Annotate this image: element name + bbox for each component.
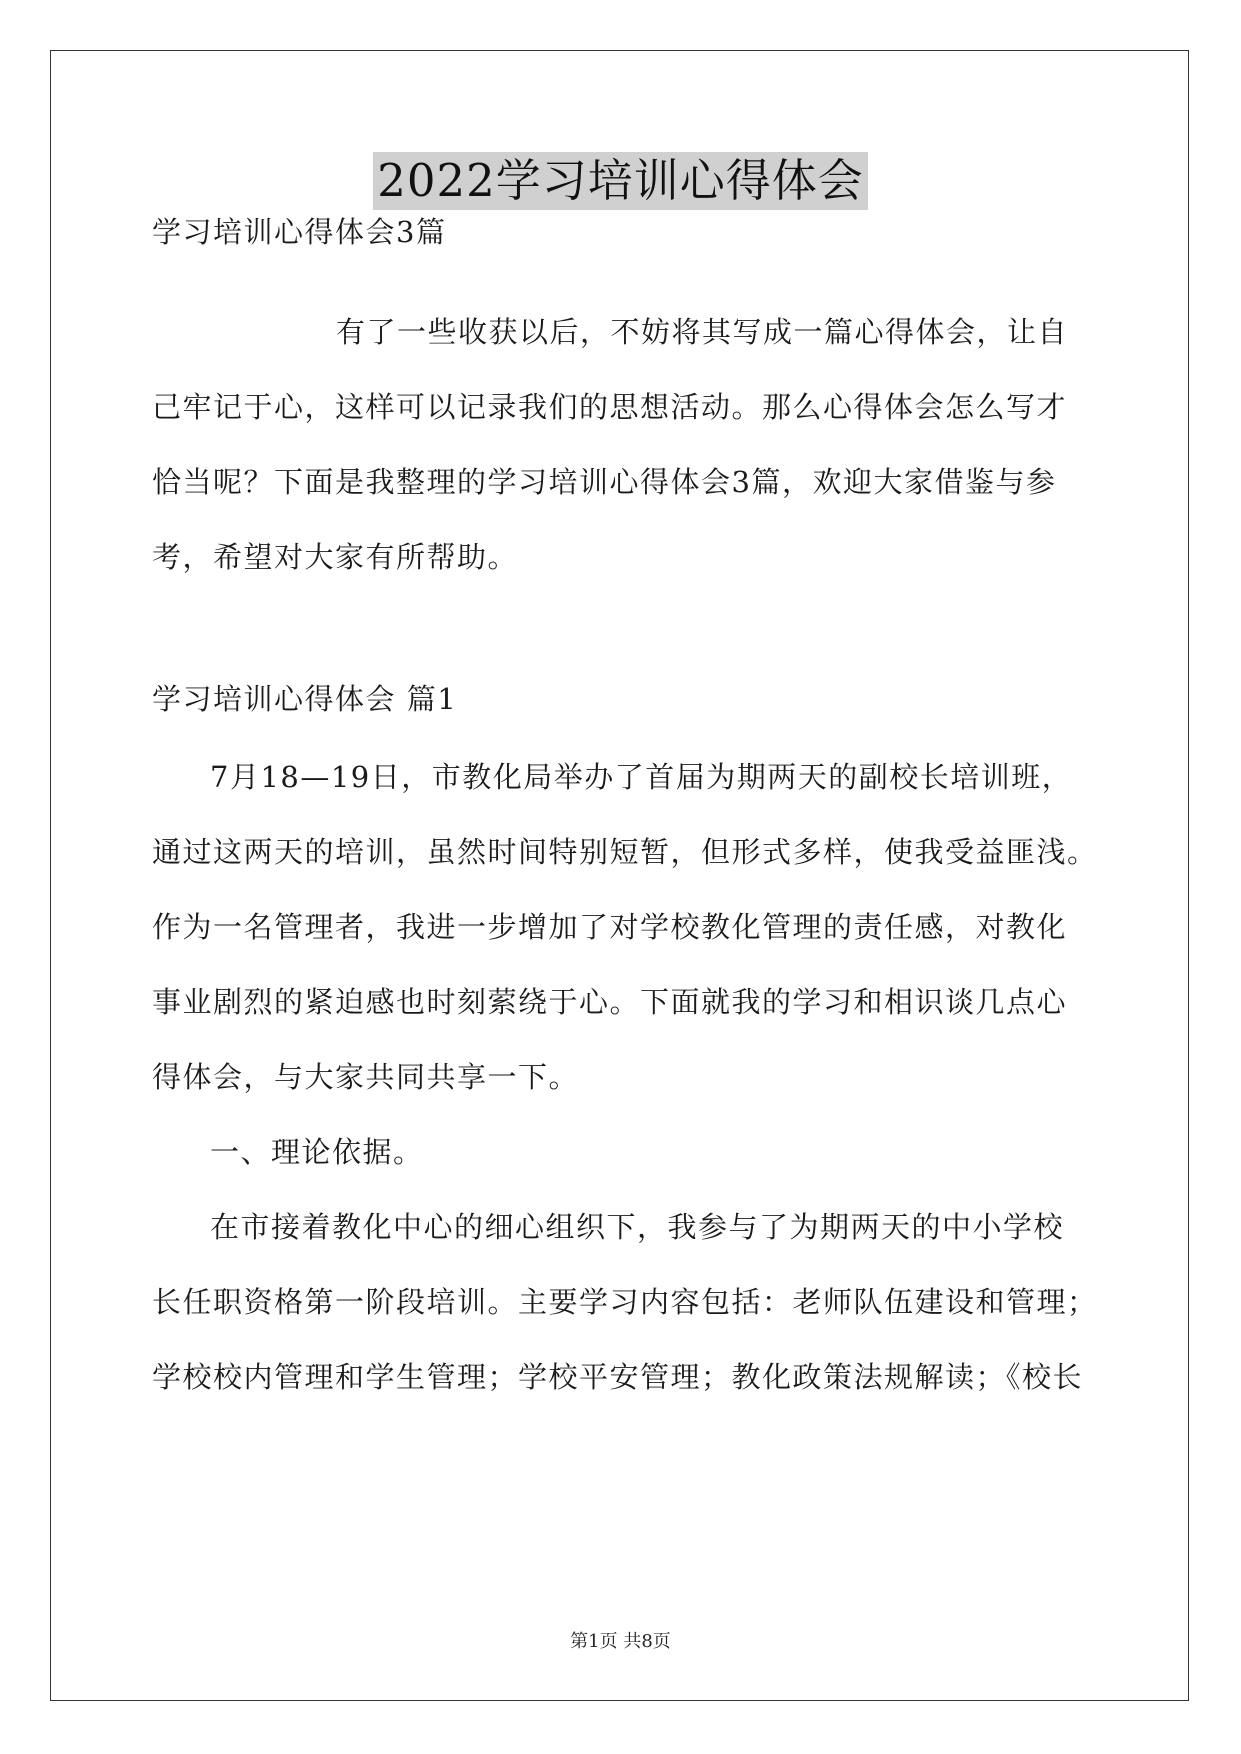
body-line-6: 一、理论依据。 bbox=[210, 1135, 424, 1169]
intro-line-1: 有了一些收获以后，不妨将其写成一篇心得体会，让自 bbox=[336, 315, 1069, 349]
document-subtitle: 学习培训心得体会3篇 bbox=[152, 215, 447, 249]
body-line-2: 通过这两天的培训，虽然时间特别短暂，但形式多样，使我受益匪浅。 bbox=[152, 835, 1098, 869]
page-number: 第1页 共8页 bbox=[570, 1631, 671, 1652]
body-line-8: 长任职资格第一阶段培训。主要学习内容包括：老师队伍建设和管理； bbox=[152, 1285, 1098, 1319]
body-line-3: 作为一名管理者，我进一步增加了对学校教化管理的责任感，对教化 bbox=[152, 910, 1068, 944]
body-line-5: 得体会，与大家共同共享一下。 bbox=[152, 1060, 580, 1094]
intro-line-2: 己牢记于心，这样可以记录我们的思想活动。那么心得体会怎么写才 bbox=[152, 390, 1068, 424]
body-line-7: 在市接着教化中心的细心组织下，我参与了为期两天的中小学校 bbox=[210, 1210, 1065, 1244]
body-line-9: 学校校内管理和学生管理；学校平安管理；教化政策法规解读；《校长 bbox=[152, 1360, 1084, 1394]
intro-line-3: 恰当呢？下面是我整理的学习培训心得体会3篇，欢迎大家借鉴与参 bbox=[152, 465, 1057, 499]
page-border bbox=[50, 50, 1189, 1701]
body-line-4: 事业剧烈的紧迫感也时刻萦绕于心。下面就我的学习和相识谈几点心 bbox=[152, 985, 1068, 1019]
intro-line-4: 考，希望对大家有所帮助。 bbox=[152, 540, 519, 574]
document-title: 2022学习培训心得体会 bbox=[373, 152, 868, 210]
title-container bbox=[0, 152, 1241, 210]
section-heading: 学习培训心得体会 篇1 bbox=[152, 682, 458, 716]
body-line-1: 7月18—19日，市教化局举办了首届为期两天的副校长培训班， bbox=[210, 760, 1073, 794]
